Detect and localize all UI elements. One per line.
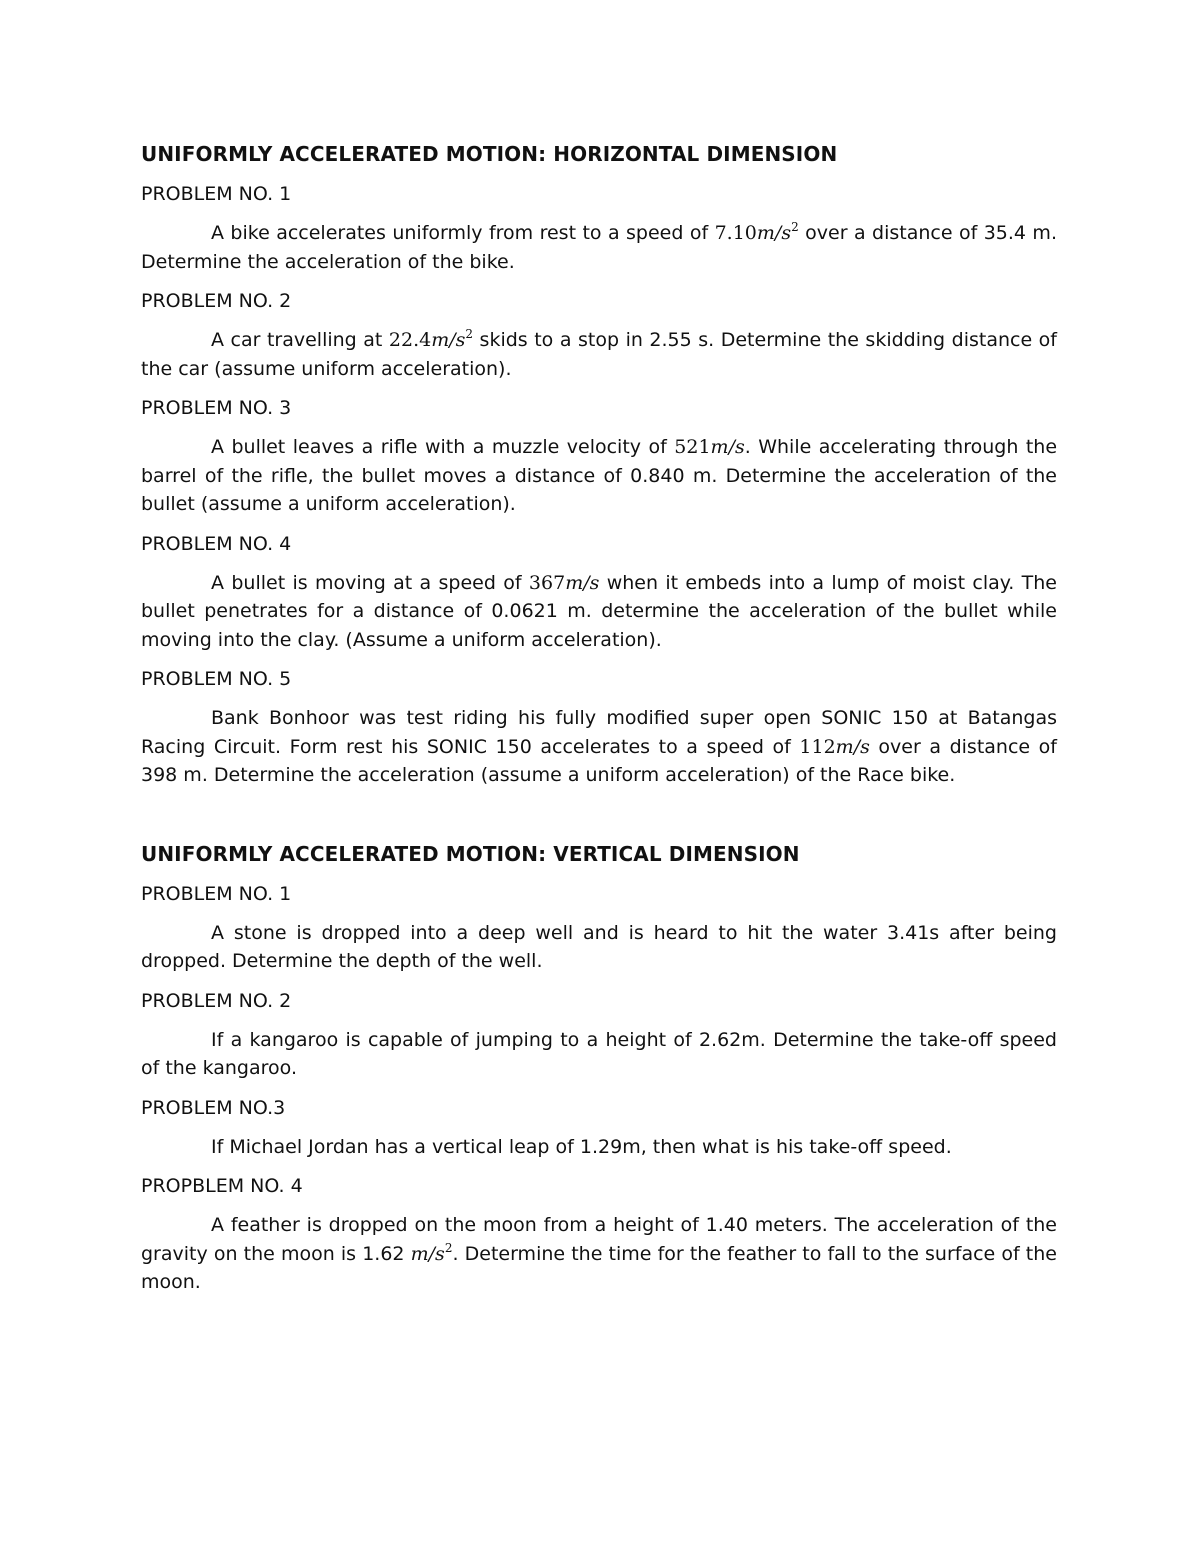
problem-heading: PROBLEM NO. 4 (141, 532, 292, 555)
problem-text-post: over a distance of 398 m. Determine the acceleration (assume a uniform acceleration) of the Race bike. (141, 735, 1057, 786)
problem-text (141, 326, 1057, 383)
problem-text-post: . While accelerating through the barrel of the rifle, the bullet moves a distance of 0.840 m. Determine the acceleration of the bullet (assume a uniform acceleration). (141, 436, 1058, 515)
math-unit: m/s (710, 436, 745, 458)
problem-heading: PROBLEM NO. 2 (141, 989, 292, 1012)
math-unit: m/s (835, 735, 870, 758)
problem-text-post: when it embeds into a lump of moist clay. The bullet penetrates for a distance of 0.0621 m. determine the acceleration of the bullet while moving into the clay. (Assume a uniform acceleration). (141, 571, 1057, 651)
math-exponent: 2 (444, 1240, 453, 1255)
problem-text-pre: Bank Bonhoor was test riding his fully modified super open SONIC 150 at Batangas Racing Circuit. Form rest his SONIC 150 accelerates to a speed of (141, 707, 1057, 758)
math-quantity (715, 222, 799, 244)
problem-text-post: skids to a stop in 2.55 s. Determine the skidding distance of the car (assume uniform acceleration). (141, 329, 1057, 380)
problem-text (141, 1133, 1057, 1162)
problem-text (141, 1211, 1057, 1297)
problem-heading: PROBLEM NO. 3 (141, 397, 292, 419)
problem-heading: PROBLEM NO. 5 (141, 668, 292, 690)
math-quantity (389, 329, 473, 351)
problem-heading: PROBLEM NO. 1 (141, 183, 292, 205)
problem-heading: PROPBLEM NO. 4 (141, 1175, 303, 1197)
problem-heading: PROBLEM NO.3 (141, 1096, 286, 1119)
math-exponent: 2 (791, 220, 799, 234)
math-quantity (529, 572, 599, 594)
section-title-horizontal: UNIFORMLY ACCELERATED MOTION: HORIZONTAL DIMENSION (141, 142, 838, 166)
section-title-vertical: UNIFORMLY ACCELERATED MOTION: VERTICAL DIMENSION (141, 841, 800, 866)
problem-text (141, 219, 1057, 276)
problem-text (141, 704, 1057, 790)
problem-text-pre: A car travelling at (211, 329, 389, 351)
math-unit: m/s (431, 329, 466, 351)
problem-text-pre: A stone is dropped into a deep well and is heard to hit the water 3.41s after being dropped. Determine the depth of the well. (141, 921, 1057, 972)
math-number: 7.10 (714, 222, 757, 244)
problem-text-pre: A bike accelerates uniformly from rest to a speed of (211, 222, 715, 244)
problem-text-pre: A bullet leaves a rifle with a muzzle velocity of (211, 436, 675, 458)
math-exponent: 2 (465, 327, 474, 341)
math-number: 22.4 (388, 329, 432, 351)
problem-text-pre: A feather is dropped on the moon from a height of 1.40 meters. The acceleration of the gravity on the moon is 1.62 (141, 1214, 1057, 1265)
problem-text-pre: If a kangaroo is capable of jumping to a height of 2.62m. Determine the take-off speed of the kangaroo. (141, 1028, 1057, 1079)
math-number: 112 (799, 735, 836, 758)
math-quantity (410, 1240, 453, 1265)
problem-text-pre: If Michael Jordan has a vertical leap of 1.29m, then what is his take-off speed. (211, 1135, 952, 1158)
math-unit: m/s (565, 571, 600, 594)
math-unit: m/s (756, 222, 792, 244)
math-unit: m/s (410, 1242, 445, 1265)
problem-text (141, 433, 1057, 519)
problem-heading: PROBLEM NO. 1 (141, 882, 292, 905)
math-number: 367 (528, 571, 566, 594)
document-page (141, 140, 1057, 1308)
problem-text (141, 1026, 1057, 1083)
math-quantity (799, 736, 869, 758)
problem-text (141, 919, 1057, 976)
problem-heading: PROBLEM NO. 2 (141, 290, 292, 312)
problem-text-pre: A bullet is moving at a speed of (211, 571, 529, 594)
problem-text-post: over a distance of 35.4 m. Determine the acceleration of the bike. (141, 222, 1057, 273)
math-quantity (674, 436, 744, 458)
problem-text-post: . Determine the time for the feather to fall to the surface of the moon. (141, 1242, 1057, 1293)
problem-text (141, 569, 1057, 655)
math-number: 521 (674, 436, 711, 458)
